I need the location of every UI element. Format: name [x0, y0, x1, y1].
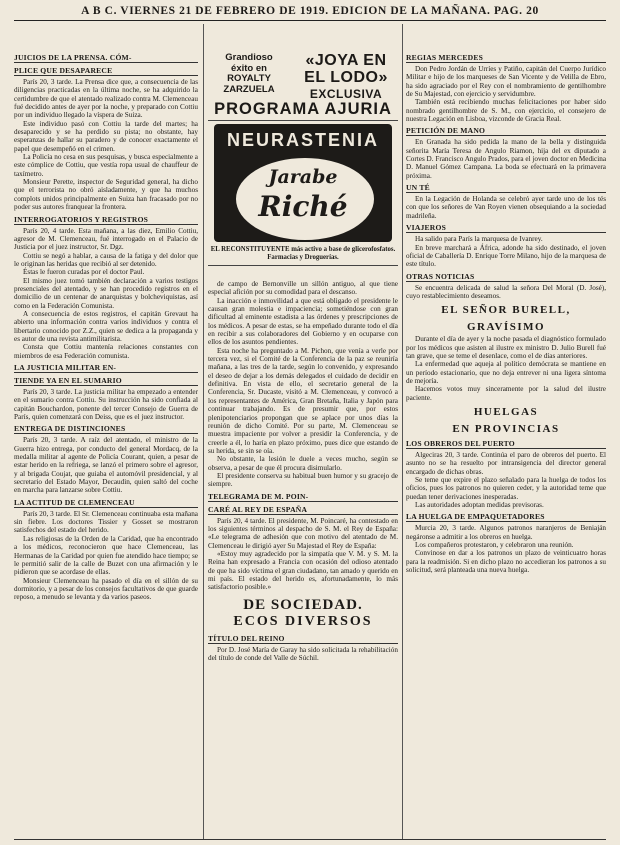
paragraph: Las autoridades adoptan medidas previsoras.	[415, 501, 544, 510]
section-heading: REGIAS MERCEDES	[406, 53, 606, 63]
paragraph: Monsieur Perette, inspector de Seguridad general, ha dicho que el terrorista no obró aisladamente, y que ha muchos complots unidos principalmente en Suiza han fracasado por no poder sus autores franquear la frontera.	[14, 178, 198, 212]
column-3	[406, 50, 606, 839]
advert-success-text	[210, 53, 288, 95]
paragraph: París 20, 4 tarde. El presidente, M. Poincaré, ha contestado en los siguientes términos al despacho de S. M. el Rey de España: «Le telegrama de adhesión que con motivo del atentado de M. Clemenceau le dirigió ayer Su Majestad el Rey de España:	[208, 516, 398, 550]
paragraph: París 20, 3 tarde. A raíz del atentado, el ministro de la Guerra hizo entrega, por conducto del general Mordacq, de la medalla militar al agente de Policía Courant, quien, a pesar de estar herido en la refriega, se lanzó el primero sobre el agresor, y al brigada Coujat, que guiaba el automóvil presidencial, y al secretario del Estado Mayor, Decaudin, quien saltó del coche en marcha para lanzarse sobre Cottiu.	[14, 436, 198, 495]
section-heading: LA ACTITUD DE CLEMENCEAU	[14, 498, 198, 508]
paragraph: En la Legación de Holanda se celebró ayer tarde uno de los tés con que los señores de Van Royen vienen obsequiando a la sociedad madrileña.	[406, 195, 606, 220]
paragraph: Los compañeros protestaron, y celebraron una reunión.	[415, 541, 574, 550]
section-heading: INTERROGATORIOS Y REGISTROS	[14, 215, 198, 225]
paragraph: Esta noche ha preguntado a M. Pichon, que venía a verle por tercera vez, si el Comité de la Conferencia de la paz se reuniría mañana, a las tres de la tarde, según lo convenido, y expresando el deseo de dejar a los demás delegados el cuidado de decidir en definitiva. En vista de ello, el secretario general de la Conferencia, Sr. Ducaste, visitó a M. Clemenceau, y convocó a los representantes de América, Gran Bretaña, Italia y Japón para continuar trabajando. Es de presumir que, por estos plenipotenciarios propongan que se aplace por unos días la reunión de dicho Comité. Por su parte, M. Clemenceau se muestra impaciente por volver a presidir la Conferencia, y de creerle a él, lo haría en plazo próximo, pues dice que estando de su herida, se sin se oía.	[208, 346, 398, 455]
paragraph: Ha salido para París la marquesa de Ivanrey.	[415, 235, 543, 244]
paragraph: Don Pedro Jordán de Urríes y Patiño, capitán del Cuerpo Jurídico Militar e hijo de los marqueses de San Vicente y de Velilla de Ebro, ha sido agraciado por el Rey con el nombramiento de gentilhombre de Su Majestad, con ejercicio y servidumbre.	[406, 65, 606, 99]
page-header: A B C. VIERNES 21 DE FEBRERO DE 1919. EDICION DE LA MAÑANA. PAG. 20	[14, 4, 606, 21]
advert-line: ROYALTY	[227, 73, 271, 84]
paragraph: En breve marchará a África, adonde ha sido destinado, el joven oficial de Caballería D. Enrique Torre Milano, hijo de la marquesa de este título.	[406, 243, 606, 269]
paragraph: Éstas le fueron curadas por el doctor Paul.	[23, 268, 145, 277]
headline: ECOS DIVERSOS	[233, 613, 373, 629]
paragraph: El mismo juez tomó también declaración a varios testigos presenciales del atentado, y se han procedido registros en el domicilio de un centenar de anarquistas y bolcheviquistas, así como en la Federación Comunista.	[14, 276, 198, 310]
advert-script-word: Jarabe	[268, 166, 338, 188]
advert-line: EXCLUSIVA	[309, 87, 383, 101]
paragraph: Convinose en dar a los patronos un plazo de veinticuatro horas para la readmisión. Si en dicho plazo no accedieran los patronos a su solicitud, será planteada una nueva huelga.	[406, 549, 606, 575]
paragraph: París 20, 3 tarde. La Prensa dice que, a consecuencia de las diligencias practicadas en la última noche, se ha adquirido la certidumbre de que el atentado realizado contra M. Clemenceau fué decidido antes de ayer por la noche, y preparado con Cottiu por un individuo llegado la víspera de Suiza.	[14, 78, 198, 120]
column-rule	[203, 24, 204, 839]
section-heading: LOS OBREROS DEL PUERTO	[406, 439, 606, 449]
paragraph: En Granada ha sido pedida la mano de la bella y distinguida señorita María Teresa de Angulo Riamon, hija del ex diputado a Cortes D. Francisco Angulo Prados, para el joven doctor en Medicina D. Manuel Gómez Campana. La boda se efectuará en la primavera próxima.	[406, 138, 606, 180]
section-heading: PLICE QUE DESAPARECE	[14, 66, 198, 76]
paragraph: Por D. José María de Garay ha sido solicitada la rehabilitación del título de conde del Valle de Súchil.	[208, 645, 398, 663]
paragraph: Monsieur Clemenceau ha pasado el día en el sillón de su dormitorio, y a pesar de los consejos facultativos de que guarde reposo, a menudo se levanta y da varios paseos.	[14, 576, 198, 602]
section-heading: ENTREGA DE DISTINCIONES	[14, 424, 198, 434]
section-heading: OTRAS NOTICIAS	[406, 272, 606, 282]
paragraph: «Estoy muy agradecido por la simpatía que V. M. y S. M. la Reina han expresado a Francia con ocasión del odioso atentado de que ha sido víctima el gran ciudadano, tan amado y querido en mi país. El estado del herido es, afortunadamente, lo más satisfactorio posible.»	[208, 549, 398, 592]
paragraph: La Policía no cesa en sus pesquisas, y busca especialmente a este cómplice de Cottiu, que vestía ropa usual de chauffeur de taxímetro.	[14, 153, 198, 178]
paragraph: Se encuentra delicada de salud la señora Del Moral (D. José), cuyo restablecimiento deseamos.	[406, 283, 606, 300]
paragraph: Durante el día de ayer y la noche pasada el diagnóstico formulado por los médicos que asisten al ilustre ex ministro D. Julio Burell fué tan grave, que se teme el desenlace, como el de días anteriores.	[406, 335, 606, 360]
theatre-advert	[208, 50, 398, 121]
paragraph: El presidente conserva su habitual buen humor y su gracejo de siempre.	[208, 471, 398, 489]
paragraph: Las religiosas de la Orden de la Caridad, que ha encontrado a los médicos, reconocieron que hace Clemenceau, las Hermanas de la Caridad por quien fue atendido hace tiempo; se le permitió salir de la calle de Buzet con una afirmación y le pidieron que se acordase de ellas.	[14, 534, 198, 577]
paragraph: Cottiu se negó a hablar, a causa de la fatiga y del dolor que le originan las heridas que recibió al ser detenido.	[14, 251, 198, 268]
advert-headline: NEURASTENIA	[226, 130, 379, 150]
section-heading: TIENDE YA EN EL SUMARIO	[14, 376, 198, 386]
paragraph: París 20, 4 tarde. Esta mañana, a las diez, Emilio Cottiu, agresor de M. Clemenceau, fué interrogado en el Palacio de Justicia por el juez instructor, Sr. Dgz.	[14, 226, 198, 252]
column-2	[208, 280, 398, 839]
column-1	[14, 50, 198, 839]
paragraph: No obstante, la lesión le duele a veces mucho, según se observa, a pesar de que él procura disimularlo.	[208, 455, 398, 472]
section-heading: TELEGRAMA DE M. POIN-	[208, 492, 398, 502]
advert-line: Grandioso	[225, 52, 273, 63]
section-heading: UN TÉ	[406, 183, 606, 193]
section-heading: LA HUELGA DE EMPAQUETADORES	[406, 512, 606, 522]
section-heading: PETICIÓN DE MANO	[406, 126, 606, 136]
section-heading: LA JUSTICIA MILITAR EN-	[14, 363, 198, 373]
paragraph: Consta que Cottiu mantenía relaciones constantes con miembros de esa Federación comunista.	[14, 343, 198, 360]
syrup-advert	[214, 124, 392, 242]
section-heading: CARÉ AL REY DE ESPAÑA	[208, 505, 398, 515]
headline: GRAVÍSIMO	[466, 321, 546, 334]
paragraph: A consecuencia de estos registros, el capitán Grevaut ha abierto una información contra varios individuos y contra el libertario conocido por Z.Z., quien se dedica a la propaganda y es autor de una revista antimilitarista.	[14, 309, 198, 343]
paragraph: Algeciras 20, 3 tarde. Continúa el paro de obreros del puerto. El asunto no se ha resuelto por intransigencia del director general encargado de dichas obras.	[406, 450, 606, 476]
paragraph: Se teme que expire el plazo señalado para la huelga de todos los oficios, pues los patronos no quieren ceder, y la autoridad teme que puedan tener derivaciones inesperadas.	[406, 476, 606, 501]
paragraph: París 20, 3 tarde. La justicia militar ha empezado a entender en el sumario contra Cottiu. Su instrucción ha sido confiada al capitán Bouchardon, ponente del tercer Consejo de Guerra de París, quien comenzará con Deiss, que es el juez instructor.	[14, 388, 198, 422]
paragraph: Hacemos votos muy sinceramente por la salud del ilustre paciente.	[406, 385, 606, 402]
section-heading: JUICIOS DE LA PRENSA. CÓM-	[14, 53, 198, 63]
advert-line: éxito en	[231, 62, 267, 74]
paragraph: También está recibiendo muchas felicitaciones por haber sido nombrado gentilhombre de S. M., con ejercicio, el consejero de nuestra Legación en Lisboa, vizconde de Gracia Real.	[406, 98, 606, 124]
section-heading: VIAJEROS	[406, 223, 606, 233]
headline: DE SOCIEDAD.	[243, 596, 363, 613]
paragraph: de campo de Bernonville un sillón antiguo, al que tiene especial afición por su comodidad para el descanso.	[208, 280, 398, 297]
paragraph: La enfermedad que aqueja al político demócrata se mantiene en un período estacionario, que no deja entrever ni una ligera síntoma de mejoría.	[406, 360, 606, 385]
headline: HUELGAS	[473, 405, 539, 418]
paragraph: París 20, 3 tarde. El Sr. Clemenceau continuaba esta mañana sin fiebre. Los doctores Tissier y Gosset se mostraron satisfechos del estado del herido.	[14, 509, 198, 535]
headline: EL SEÑOR BURELL,	[441, 304, 571, 317]
advert-line: «JOYA EN	[305, 52, 387, 69]
headline: EN PROVINCIAS	[452, 422, 560, 435]
advert-programme: PROGRAMA AJURIA	[214, 100, 392, 118]
paragraph: La inacción e inmovilidad a que está obligado el presidente le causan gran molestia e impaciencia; sometiéndose con gran dificultad al eminente estadista a las órdenes y prescripciones de los médicos. A pesar de estas, se ha empeñado durante todo el día en recibir a sus colaboradores del Gobierno y en ocuparse con ellos de los asuntos pendientes.	[208, 296, 398, 347]
section-heading: TÍTULO DEL REINO	[208, 634, 398, 644]
advert-line: EL LODO»	[304, 69, 388, 86]
column-rule	[402, 24, 403, 839]
paragraph: Murcia 20, 3 tarde. Algunos patronos naranjeros de Beniaján negáronse a admitir a los obreros en huelga.	[406, 524, 606, 541]
paragraph: Este individuo pasó con Cottiu la tarde del martes; ha desaparecido y se ha perdido su pista; no obstante, hay esperanzas de hallar su paradero y de conocer exactamente el papel que desempeñó en el crimen.	[14, 119, 198, 153]
advert-brand-script: Riché	[258, 190, 348, 223]
advert-caption: EL RECONSTITUYENTE más activo a base de glicerofosfatos. Farmacias y Droguerías.	[208, 246, 398, 266]
advert-line: ZARZUELA	[223, 83, 275, 95]
page-footer-rule	[14, 839, 606, 843]
advert-play-title	[294, 52, 398, 103]
